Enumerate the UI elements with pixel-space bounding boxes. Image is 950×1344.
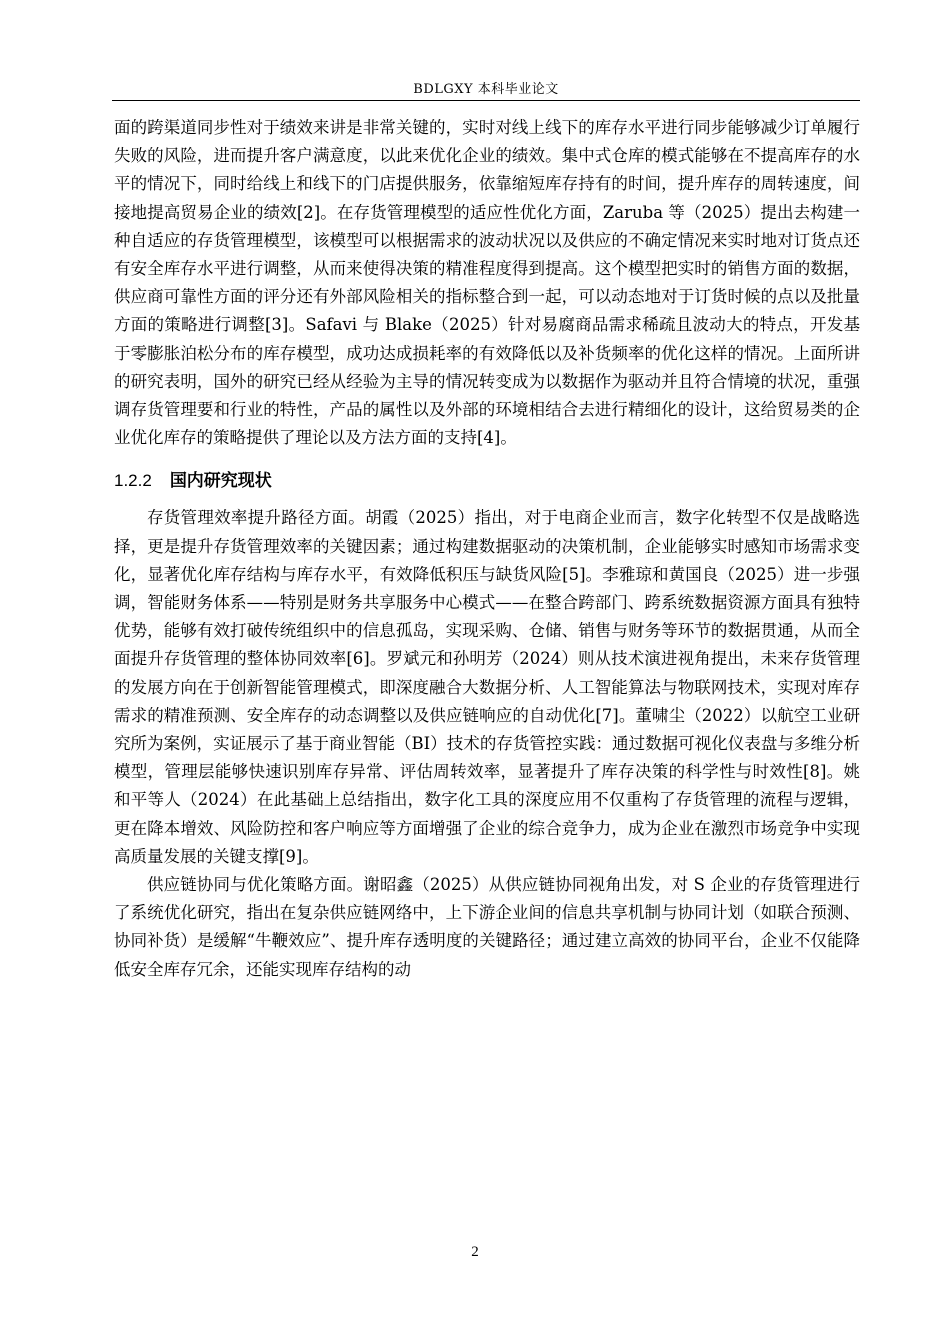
section-heading: [114, 466, 860, 496]
header-divider: [112, 100, 860, 101]
main-content: [114, 114, 860, 984]
body-paragraph-1: 面的跨渠道同步性对于绩效来讲是非常关键的，实时对线上线下的库存水平进行同步能够减少订单履行失败的风险，进而提升客户满意度，以此来优化企业的绩效。集中式仓库的模式能够在不提高库存的水平的情况下，同时给线上和线下的门店提供服务，依靠缩短库存持有的时间，提升库存的周转速度，间接地提高贸易企业的绩效[2]。在存货管理模型的适应性优化方面，Zaruba 等（2025）提出去构建一种自适应的存货管理模型，该模型可以根据需求的波动状况以及供应的不确定情况来实时地对订货点还有安全库存水平进行调整，从而来使得决策的精准程度得到提高。这个模型把实时的销售方面的数据，供应商可靠性方面的评分还有外部风险相关的指标整合到一起，可以动态地对于订货时候的点以及批量方面的策略进行调整[3]。Safavi 与 Blake（2025）针对易腐商品需求稀疏且波动大的特点，开发基于零膨胀泊松分布的库存模型，成功达成损耗率的有效降低以及补货频率的优化这样的情况。上面所讲的研究表明，国外的研究已经从经验为主导的情况转变成为以数据作为驱动并且符合情境的状况，重强调存货管理要和行业的特性，产品的属性以及外部的环境相结合去进行精细化的设计，这给贸易类的企业优化库存的策略提供了理论以及方法方面的支持[4]。: [114, 118, 860, 448]
body-paragraph-2: 存货管理效率提升路径方面。胡霞（2025）指出，对于电商企业而言，数字化转型不仅是战略选择，更是提升存货管理效率的关键因素；通过构建数据驱动的决策机制，企业能够实时感知市场需求变化，显著优化库存结构与库存水平，有效降低积压与缺货风险[5]。李雅琼和黄国良（2025）进一步强调，智能财务体系——特别是财务共享服务中心模式——在整合跨部门、跨系统数据资源方面具有独特优势，能够有效打破传统组织中的信息孤岛，实现采购、仓储、销售与财务等环节的数据贯通，从而全面提升存货管理的整体协同效率[6]。罗斌元和孙明芳（2024）则从技术演进视角提出，未来存货管理的发展方向在于创新智能管理模式，即深度融合大数据分析、人工智能算法与物联网技术，实现对库存需求的精准预测、安全库存的动态调整以及供应链响应的自动优化[7]。董啸尘（2022）以航空工业研究所为案例，实证展示了基于商业智能（BI）技术的存货管控实践：通过数据可视化仪表盘与多维分析模型，管理层能够快速识别库存异常、评估周转效率，显著提升了库存决策的科学性与时效性[8]。姚和平等人（2024）在此基础上总结指出，数字化工具的深度应用不仅重构了存货管理的流程与逻辑，更在降本增效、风险防控和客户响应等方面增强了企业的综合竞争力，成为企业在激烈市场竞争中实现高质量发展的关键支撑[9]。: [114, 508, 860, 866]
running-header: BDLGXY 本科毕业论文: [413, 82, 559, 97]
page-number: 2: [471, 1244, 479, 1260]
section-title: 国内研究现状: [169, 471, 272, 492]
body-paragraph-3: 供应链协同与优化策略方面。谢昭鑫（2025）从供应链协同视角出发，对 S 企业的存货管理进行了系统优化研究，指出在复杂供应链网络中，上下游企业间的信息共享机制与协同计划（如联合预测、协同补货）是缓解“牛鞭效应”、提升库存透明度的关键路径；通过建立高效的协同平台，企业不仅能降低安全库存冗余，还能实现库存结构的动: [114, 875, 860, 979]
section-number: 1.2.2: [114, 471, 152, 491]
